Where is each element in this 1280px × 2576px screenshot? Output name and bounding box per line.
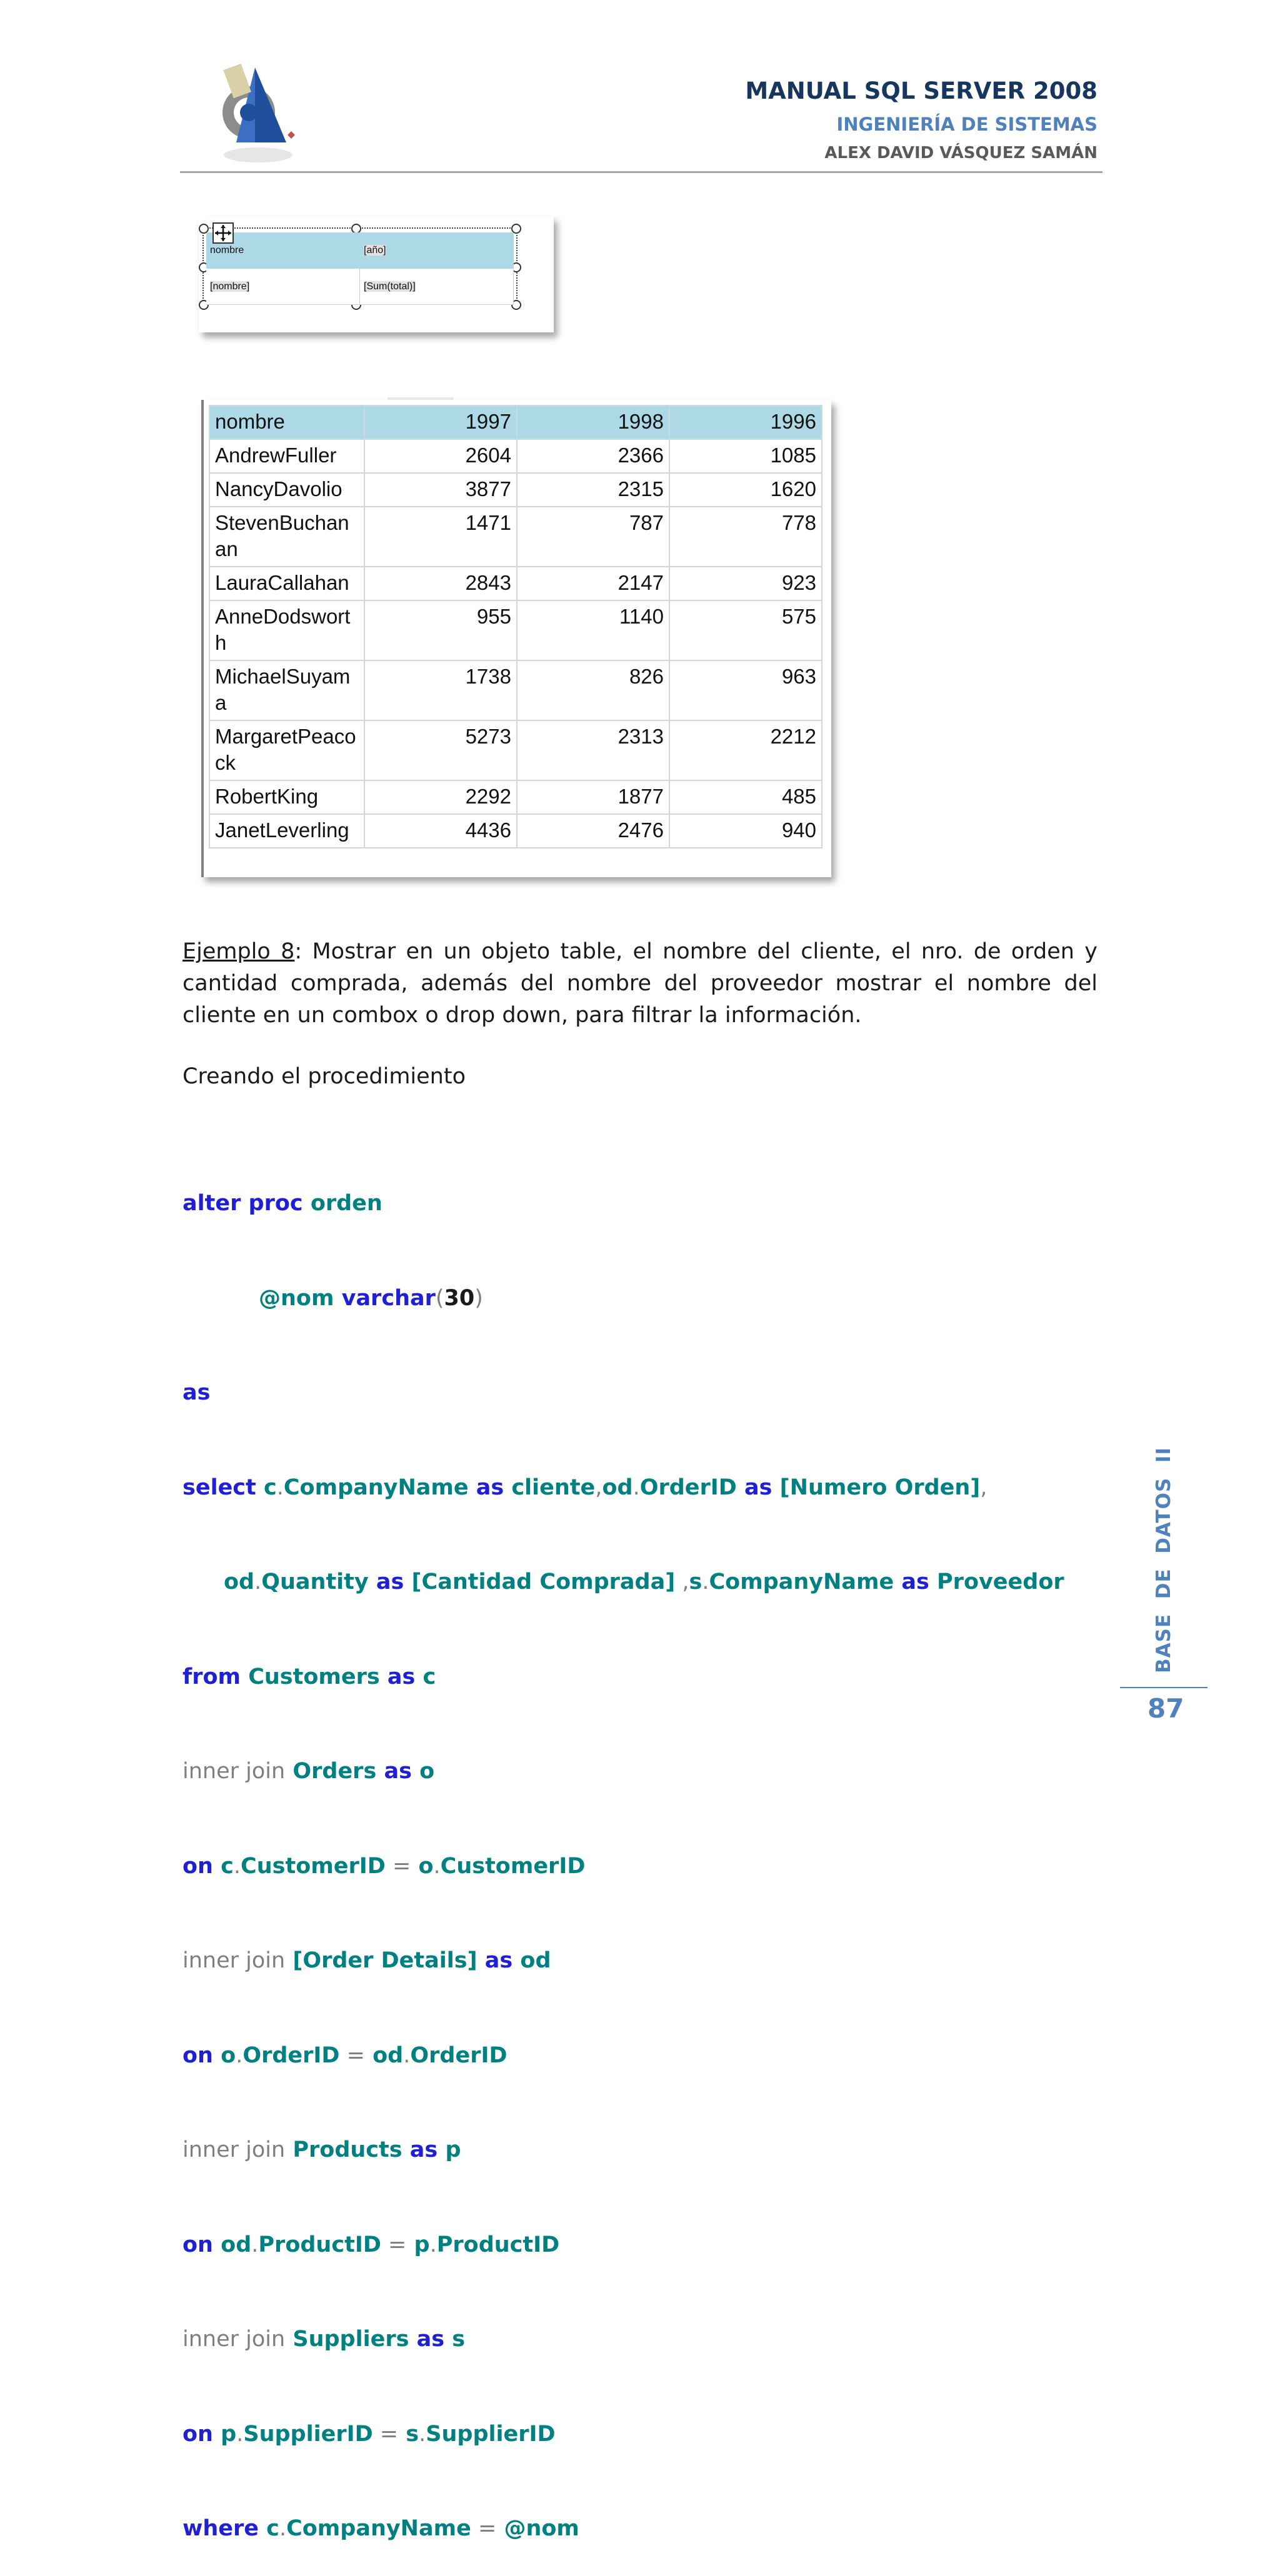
table-header-row xyxy=(209,405,822,439)
report-design-tablix[interactable] xyxy=(199,216,554,332)
sql-identifier: od xyxy=(512,1948,551,1973)
sql-join: inner join xyxy=(182,2327,286,2352)
table-row xyxy=(209,814,822,848)
sql-operator: . xyxy=(433,1853,441,1879)
sql-keyword: as xyxy=(182,1380,211,1405)
sql-identifier: od xyxy=(212,2232,252,2257)
design-detail-label: [nombre] xyxy=(210,281,250,292)
sql-identifier: OrderID xyxy=(410,2042,508,2068)
code-line xyxy=(182,2134,1064,2166)
code-line xyxy=(182,1661,1064,1693)
code-line xyxy=(182,1851,1064,1882)
sql-keyword: from xyxy=(182,1664,241,1689)
sql-identifier: OrderID xyxy=(242,2042,340,2068)
sql-identifier: ProductID xyxy=(436,2232,560,2257)
table-row xyxy=(209,720,822,780)
sales-total-cell: 2315 xyxy=(517,473,669,507)
sql-operator: = xyxy=(385,1853,411,1879)
code-line xyxy=(182,2040,1064,2072)
code-line xyxy=(182,1945,1064,1977)
preview-top-line xyxy=(388,397,454,400)
sql-identifier: [Order Details] xyxy=(285,1948,478,1973)
table-row xyxy=(209,507,822,567)
code-line xyxy=(182,1283,1064,1315)
sql-identifier: Quantity xyxy=(261,1569,369,1594)
sql-identifier: od xyxy=(224,1569,255,1594)
sql-identifier: orden xyxy=(302,1191,382,1216)
sql-operator: . xyxy=(236,2421,244,2447)
side-course-label: BASE DE DATOS II xyxy=(1152,1447,1175,1673)
sql-identifier: Orders xyxy=(285,1759,377,1784)
sales-total-cell: 4436 xyxy=(364,814,517,848)
example-text: : Mostrar en un objeto table, el nombre del cliente, el nro. de orden y cantidad comprada, además del nombre del proveedor mostrar el nombre del cliente en un combox o drop down, para filtrar la información. xyxy=(182,939,1098,1028)
footer-divider xyxy=(1120,1687,1208,1688)
employee-name-cell: RobertKing xyxy=(209,780,364,814)
sales-total-cell: 2313 xyxy=(517,720,669,780)
design-header-cell[interactable] xyxy=(360,232,514,269)
example-label: Ejemplo 8 xyxy=(182,939,295,964)
table-row xyxy=(209,473,822,507)
column-header: 1996 xyxy=(669,405,822,439)
sql-operator: = xyxy=(372,2421,399,2447)
sql-join: inner join xyxy=(182,1759,286,1784)
code-line xyxy=(182,1188,1064,1220)
column-header: 1997 xyxy=(364,405,517,439)
sql-identifier: Customers xyxy=(241,1664,380,1689)
page-number: 87 xyxy=(1148,1693,1184,1724)
code-line xyxy=(182,1566,1064,1598)
sql-keyword: as xyxy=(409,2327,445,2352)
code-line xyxy=(182,2513,1064,2545)
sql-keyword: on xyxy=(182,2421,213,2447)
employee-name-cell: AnneDodswort h xyxy=(209,600,364,660)
employee-name-cell: MargaretPeaco ck xyxy=(209,720,364,780)
design-header-label: [año] xyxy=(364,245,386,256)
design-detail-label: [Sum(total)] xyxy=(364,281,416,292)
university-logo xyxy=(211,61,305,167)
design-detail-cell[interactable] xyxy=(206,269,360,305)
sales-total-cell: 2147 xyxy=(517,567,669,600)
sales-total-cell: 2476 xyxy=(517,814,669,848)
sql-identifier: p xyxy=(212,2421,237,2447)
sql-operator: . xyxy=(276,1474,284,1500)
sql-identifier: s xyxy=(444,2327,466,2352)
column-header: nombre xyxy=(209,405,364,439)
sql-keyword: where xyxy=(182,2516,259,2541)
sql-keyword: as xyxy=(402,2137,438,2162)
sql-keyword: as xyxy=(736,1474,772,1500)
sql-identifier: o xyxy=(212,2042,236,2068)
sales-total-cell: 1738 xyxy=(364,660,517,720)
sql-identifier: c xyxy=(259,2516,279,2541)
sql-keyword: select xyxy=(182,1474,256,1500)
sql-keyword: as xyxy=(368,1569,404,1594)
sql-identifier: p xyxy=(438,2137,461,2162)
sql-identifier: o xyxy=(411,1853,434,1879)
sales-total-cell: 1620 xyxy=(669,473,822,507)
manual-title: MANUAL SQL SERVER 2008 xyxy=(745,77,1098,104)
sql-operator: , xyxy=(675,1569,689,1594)
sales-total-cell: 2366 xyxy=(517,439,669,473)
sql-identifier: Suppliers xyxy=(285,2327,409,2352)
sales-total-cell: 1877 xyxy=(517,780,669,814)
sales-total-cell: 5273 xyxy=(364,720,517,780)
sql-operator: . xyxy=(279,2516,287,2541)
sales-total-cell: 1140 xyxy=(517,600,669,660)
sql-join: inner join xyxy=(182,2137,286,2162)
sql-identifier: c xyxy=(212,1853,234,1879)
sql-operator: ( xyxy=(435,1285,444,1311)
sql-identifier: cliente xyxy=(504,1474,596,1500)
sql-identifier: s xyxy=(689,1569,702,1594)
sql-identifier: @nom xyxy=(259,1285,334,1311)
sales-total-cell: 955 xyxy=(364,600,517,660)
sql-identifier: od xyxy=(364,2042,404,2068)
employee-name-cell: NancyDavolio xyxy=(209,473,364,507)
sql-keyword: as xyxy=(468,1474,504,1500)
example-paragraph xyxy=(182,936,1098,1032)
sql-operator: . xyxy=(419,2421,426,2447)
table-row xyxy=(209,660,822,720)
sql-operator: , xyxy=(980,1474,988,1500)
sales-total-cell: 1085 xyxy=(669,439,822,473)
sales-total-cell: 2604 xyxy=(364,439,517,473)
sql-code-block xyxy=(182,1125,1064,2576)
employee-name-cell: JanetLeverling xyxy=(209,814,364,848)
sql-identifier: o xyxy=(411,1759,435,1784)
code-line xyxy=(182,2229,1064,2261)
sales-total-cell: 575 xyxy=(669,600,822,660)
employee-name-cell: StevenBuchan an xyxy=(209,507,364,567)
sql-operator: ) xyxy=(474,1285,483,1311)
sql-identifier: c xyxy=(256,1474,277,1500)
move-handle-icon[interactable] xyxy=(212,222,234,244)
sql-identifier: SupplierID xyxy=(426,2421,556,2447)
sales-total-cell: 485 xyxy=(669,780,822,814)
sql-operator: . xyxy=(632,1474,640,1500)
sql-operator: . xyxy=(251,2232,259,2257)
table-row xyxy=(209,780,822,814)
sql-identifier: CompanyName xyxy=(286,2516,471,2541)
sql-identifier: CustomerID xyxy=(241,1853,386,1879)
sql-operator: . xyxy=(233,1853,241,1879)
sql-operator: . xyxy=(429,2232,437,2257)
header-divider xyxy=(180,171,1102,173)
sql-identifier: s xyxy=(398,2421,419,2447)
code-line xyxy=(182,2324,1064,2355)
sql-operator: , xyxy=(595,1474,602,1500)
sql-operator: . xyxy=(702,1569,709,1594)
sql-keyword: as xyxy=(894,1569,929,1594)
sales-total-cell: 826 xyxy=(517,660,669,720)
sales-total-cell: 1471 xyxy=(364,507,517,567)
code-line xyxy=(182,1472,1064,1504)
sales-total-cell: 2292 xyxy=(364,780,517,814)
sql-identifier: CompanyName xyxy=(283,1474,469,1500)
sql-keyword: varchar xyxy=(334,1285,436,1311)
sql-identifier: @nom xyxy=(496,2516,579,2541)
employee-name-cell: LauraCallahan xyxy=(209,567,364,600)
sql-keyword: as xyxy=(379,1664,416,1689)
sql-operator: . xyxy=(236,2042,243,2068)
sql-operator: = xyxy=(339,2042,365,2068)
sql-identifier: [Cantidad Comprada] xyxy=(404,1569,676,1594)
sql-keyword: on xyxy=(182,2232,213,2257)
section-subheading: Creando el procedimiento xyxy=(182,1064,466,1089)
sql-keyword: as xyxy=(477,1948,513,1973)
sql-identifier: CompanyName xyxy=(709,1569,894,1594)
code-line xyxy=(182,1756,1064,1788)
code-line xyxy=(182,1377,1064,1409)
sales-total-cell: 778 xyxy=(669,507,822,567)
sales-total-cell: 3877 xyxy=(364,473,517,507)
sql-identifier: OrderID xyxy=(639,1474,737,1500)
sql-operator: . xyxy=(254,1569,262,1594)
sql-identifier: ProductID xyxy=(258,2232,381,2257)
sql-identifier: SupplierID xyxy=(243,2421,373,2447)
sql-operator: = xyxy=(381,2232,407,2257)
design-header-label: nombre xyxy=(210,245,244,256)
sales-total-cell: 787 xyxy=(517,507,669,567)
sql-operator: . xyxy=(403,2042,411,2068)
sql-identifier: CustomerID xyxy=(440,1853,586,1879)
sql-keyword: alter proc xyxy=(182,1191,303,1216)
sql-identifier: od xyxy=(602,1474,633,1500)
code-line xyxy=(182,2419,1064,2450)
sql-keyword: on xyxy=(182,1853,213,1879)
sql-identifier: Proveedor xyxy=(929,1569,1064,1594)
table-row xyxy=(209,439,822,473)
sql-identifier: p xyxy=(406,2232,430,2257)
sql-literal: 30 xyxy=(444,1285,475,1311)
department-subtitle: INGENIERÍA DE SISTEMAS xyxy=(836,114,1098,135)
sales-total-cell: 963 xyxy=(669,660,822,720)
sales-total-cell: 940 xyxy=(669,814,822,848)
table-row xyxy=(209,567,822,600)
sql-join: inner join xyxy=(182,1948,286,1973)
sql-identifier: Products xyxy=(285,2137,402,2162)
author-name: ALEX DAVID VÁSQUEZ SAMÁN xyxy=(824,144,1098,162)
sql-identifier: [Numero Orden] xyxy=(772,1474,981,1500)
sales-total-cell: 2843 xyxy=(364,567,517,600)
sales-total-cell: 923 xyxy=(669,567,822,600)
design-detail-cell[interactable] xyxy=(360,269,514,305)
sql-identifier: c xyxy=(415,1664,436,1689)
sql-operator: = xyxy=(471,2516,497,2541)
sql-keyword: as xyxy=(376,1759,412,1784)
sales-pivot-table xyxy=(209,405,822,848)
report-preview xyxy=(201,400,831,877)
column-header: 1998 xyxy=(517,405,669,439)
sql-keyword: on xyxy=(182,2042,213,2068)
employee-name-cell: AndrewFuller xyxy=(209,439,364,473)
sales-total-cell: 2212 xyxy=(669,720,822,780)
table-row xyxy=(209,600,822,660)
employee-name-cell: MichaelSuyam a xyxy=(209,660,364,720)
